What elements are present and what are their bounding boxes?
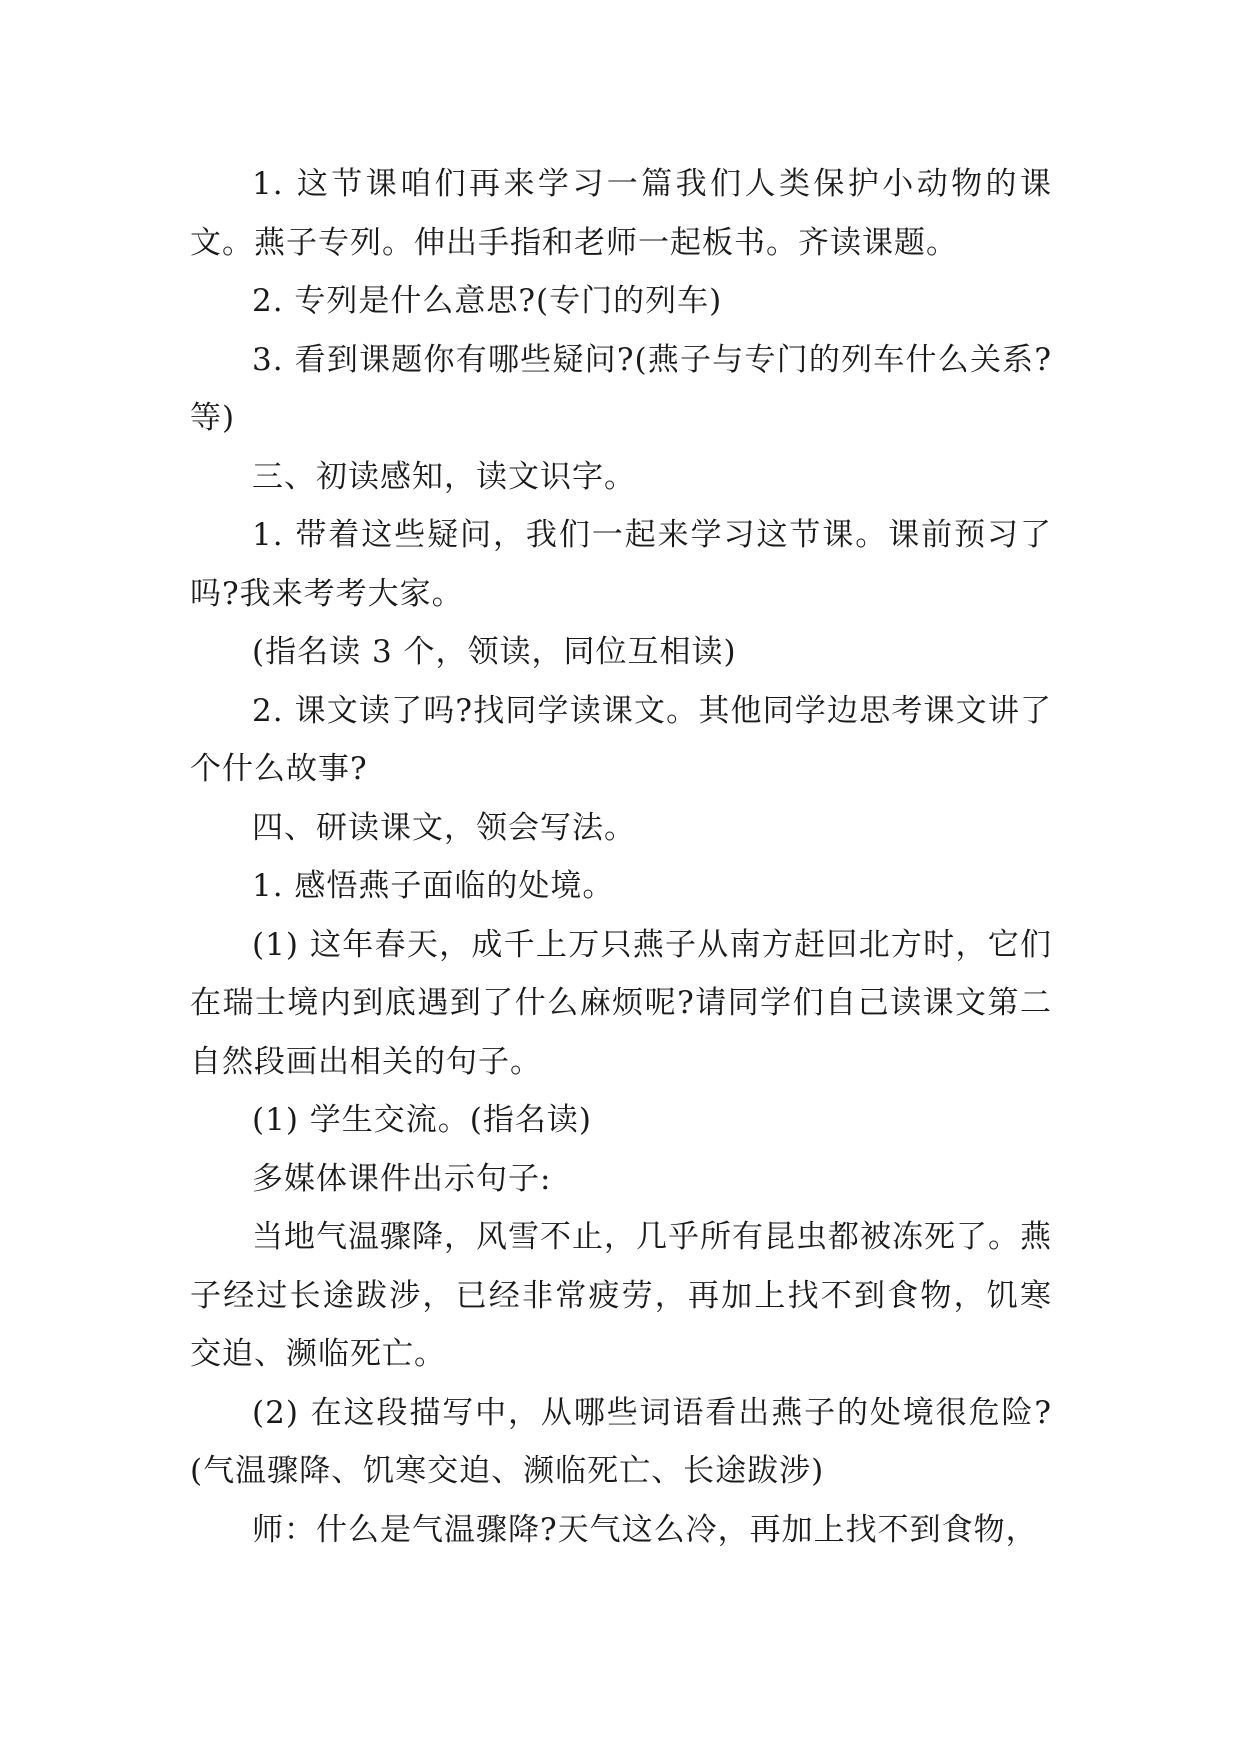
paragraph: 师：什么是气温骤降?天气这么冷，再加上找不到食物， bbox=[252, 1511, 1038, 1548]
paragraph: (指名读 3 个，领读，同位互相读) bbox=[252, 634, 737, 670]
section-heading: 三、初读感知，读文识字。 bbox=[252, 458, 636, 495]
section-heading: 四、研读课文，领会写法。 bbox=[252, 809, 636, 846]
paragraph: (1) 这年春天，成千上万只燕子从南方赶回北方时，它们在瑞士境内到底遇到了什么麻烦呢?请同学们自己读课文第二自然段画出相关的句子。 bbox=[190, 926, 1052, 1080]
paragraph: 2. 课文读了吗?找同学读课文。其他同学边思考课文讲了个什么故事? bbox=[190, 692, 1052, 787]
paragraph: 1. 感悟燕子面临的处境。 bbox=[252, 868, 615, 904]
paragraph: 1. 带着这些疑问，我们一起来学习这节课。课前预习了吗?我来考考大家。 bbox=[190, 517, 1052, 612]
paragraph: 1. 这节课咱们再来学习一篇我们人类保护小动物的课文。燕子专列。伸出手指和老师一起板书。齐读课题。 bbox=[190, 166, 1052, 261]
paragraph: 3. 看到课题你有哪些疑问?(燕子与专门的列车什么关系?等) bbox=[190, 341, 1052, 436]
paragraph: 多媒体课件出示句子: bbox=[252, 1160, 552, 1197]
paragraph: (2) 在这段描写中，从哪些词语看出燕子的处境很危险?(气温骤降、饥寒交迫、濒临死亡、长途跋涉) bbox=[190, 1394, 1052, 1489]
document-body bbox=[190, 155, 1052, 1559]
paragraph: 2. 专列是什么意思?(专门的列车) bbox=[252, 283, 723, 319]
paragraph: (1) 学生交流。(指名读) bbox=[252, 1102, 592, 1138]
quoted-passage: 当地气温骤降，风雪不止，几乎所有昆虫都被冻死了。燕子经过长途跋涉，已经非常疲劳，再加上找不到食物，饥寒交迫、濒临死亡。 bbox=[190, 1219, 1052, 1372]
